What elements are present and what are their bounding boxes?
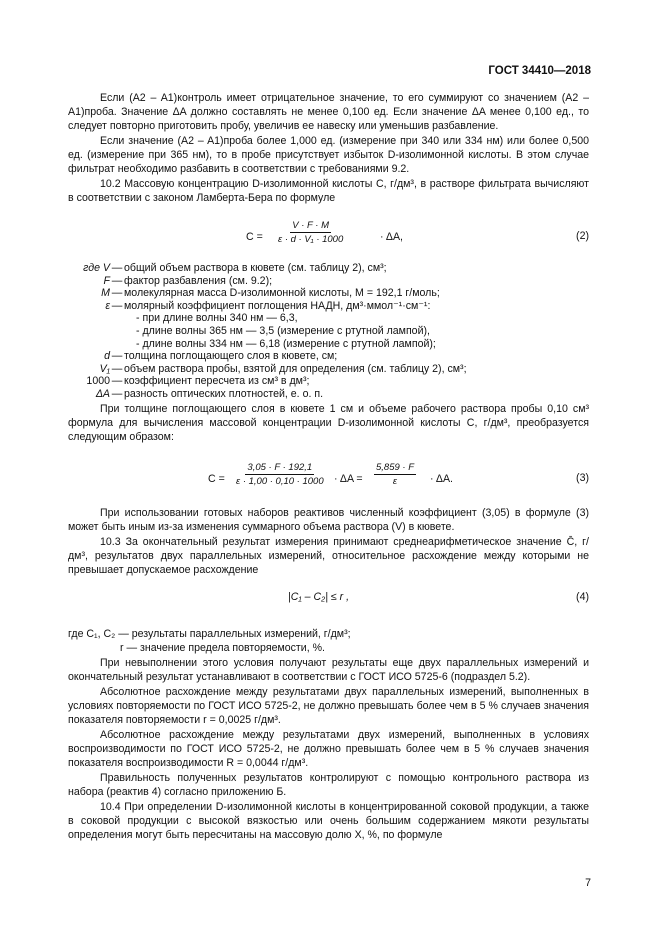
formula-3 bbox=[68, 460, 589, 500]
legend-row: F — фактор разбавления (см. 9.2); bbox=[103, 274, 273, 287]
wavelength-item: - длине волны 334 нм — 6,18 (измерение с ртутной лампой); bbox=[136, 337, 436, 350]
legend-row: ε — молярный коэффициент поглощения НАДН, дм³·ммол⁻¹·см⁻¹: bbox=[105, 299, 431, 312]
paragraph-10-3: 10.3 За окончательный результат измерения принимают среднеарифметическое значение C̄, г/дм³, результатов двух параллельных измерений, относительное расхождение между которыми не превышает допускаемое расхождение bbox=[68, 536, 589, 577]
formula-4 bbox=[68, 583, 589, 623]
paragraph-repeatability: Абсолютное расхождение между результатами двух параллельных измерений, выполненных в условиях повторяемости по ГОСТ ИСО 5725-2, не должно превышать более чем в 5 % случаев значения показателя повторяемости r = 0,0025 г/дм³. bbox=[68, 686, 589, 727]
wavelength-item: - при длине волны 340 нм — 6,3, bbox=[136, 312, 298, 325]
legend-row: M — молекулярная масса D-изолимонной кислоты, M = 192,1 г/моль; bbox=[101, 287, 440, 300]
paragraph-accuracy-control: Правильность полученных результатов контролируют с помощью контрольного раствора из набора (реактив 4) согласно приложению Б. bbox=[68, 772, 589, 799]
page-number: 7 bbox=[585, 877, 591, 889]
formula-3-lhs: C = bbox=[208, 473, 225, 485]
paragraph-excess-check: Если значение (A2 – A1)проба более 1,000 ед. (измерение при 340 или 334 нм) или более 0,500 ед. (измерение при 365 нм), то в пробе присутствует избыток D-изолимонной кислоты. В этом случае фильтрат необходимо разбавить в соответствии с требованиями 9.2. bbox=[68, 135, 589, 176]
paragraph-10-4: 10.4 При определении D-изолимонной кислоты в концентрированной соковой продукции, а также в соковой продукции с высокой вязкостью или очень большим содержанием мякоти результаты определения могут быть пересчитаны на массовую долю X, %, по формуле bbox=[68, 801, 589, 842]
paragraph-negative-control: Если (A2 – A1)контроль имеет отрицательное значение, то его суммируют со значением (A2 – A1)проба. Значение ΔA должно составлять не менее 0,100 ед. Если значение ΔA менее 0,100 ед., то следует повторно приготовить пробу, увеличив ее навеску или уменьшив разбавление. bbox=[68, 92, 589, 133]
legend-row: где V — общий объем раствора в кювете (см. таблицу 2), см³; bbox=[83, 262, 387, 274]
legend-row: d — толщина поглощающего слоя в кювете, см; bbox=[104, 350, 338, 363]
formula-4-expression: |C₁ – C₂| ≤ r , bbox=[288, 591, 350, 603]
paragraph-simplified-formula: При толщине поглощающего слоя в кювете 1 см и объеме рабочего раствора пробы 0,10 см³ формула для вычисления массовой концентрации D-изолимонной кислоты C, г/дм³, преобразуется следующим образом: bbox=[68, 403, 589, 444]
formula-3-tail: · ΔA. bbox=[430, 473, 453, 485]
formula-2-denominator: ε · d · V₁ · 1000 bbox=[278, 234, 344, 245]
formula-2-tail: · ΔA, bbox=[380, 231, 403, 243]
formula-3-mid: · ΔA = bbox=[334, 473, 363, 485]
paragraph-repeat-measurement: При невыполнении этого условия получают результаты еще двух параллельных измерений и окончательный результат устанавливают в соответствии с ГОСТ ИСО 5725-6 (подраздел 5.2). bbox=[68, 657, 589, 684]
legend-row: ΔA — разность оптических плотностей, е. о. п. bbox=[95, 387, 324, 400]
document-code: ГОСТ 34410—2018 bbox=[488, 65, 591, 77]
symbol-legend bbox=[68, 262, 589, 401]
formula-2-fraction bbox=[278, 220, 343, 245]
wavelength-item: - длине волны 365 нм — 3,5 (измерение с ртутной лампой), bbox=[136, 324, 430, 337]
formula-3-number: (3) bbox=[576, 472, 589, 484]
formula-3-fraction-1: $\frac{3,05 \cdot F \cdot 192,1}{\varepsilon \cdot 1,00 \cdot 0,10 \cdot 1000}$ bbox=[236, 462, 324, 487]
formula-2-numerator: V · F · M bbox=[292, 220, 330, 231]
legend-row: 1000 — коэффициент пересчета из см³ в дм³; bbox=[86, 375, 310, 388]
formula-2 bbox=[68, 218, 589, 258]
paragraph-reagent-kits: При использовании готовых наборов реактивов численный коэффициент (3,05) в формуле (3) может быть иным из-за изменения суммарного объема раствора (V) в кювете. bbox=[68, 507, 589, 534]
formula-3-fraction-2: $\frac{5,859 \cdot F}{\varepsilon}$ bbox=[376, 462, 415, 487]
formula-4-legend-2: r — значение предела повторяемости, %. bbox=[120, 642, 325, 654]
formula-4-legend-1: где C₁, C₂ — результаты параллельных измерений, г/дм³; bbox=[68, 628, 351, 640]
paragraph-10-2: 10.2 Массовую концентрацию D-изолимонной кислоты C, г/дм³, в растворе фильтрата вычисляют в соответствии с законом Ламберта-Бера по формуле bbox=[68, 178, 589, 205]
formula-4-number: (4) bbox=[576, 591, 589, 603]
formula-2-lhs: C = bbox=[246, 231, 263, 243]
formula-2-number: (2) bbox=[576, 230, 589, 242]
paragraph-reproducibility: Абсолютное расхождение между результатами двух измерений, выполненных в условиях воспроизводимости по ГОСТ ИСО 5725-2, не должно превышать более чем в 5 % случаев значения показателя воспроизводимости R = 0,0044 г/дм³. bbox=[68, 729, 589, 770]
legend-row: V₁ — объем раствора пробы, взятой для определения (см. таблицу 2), см³; bbox=[99, 362, 467, 375]
